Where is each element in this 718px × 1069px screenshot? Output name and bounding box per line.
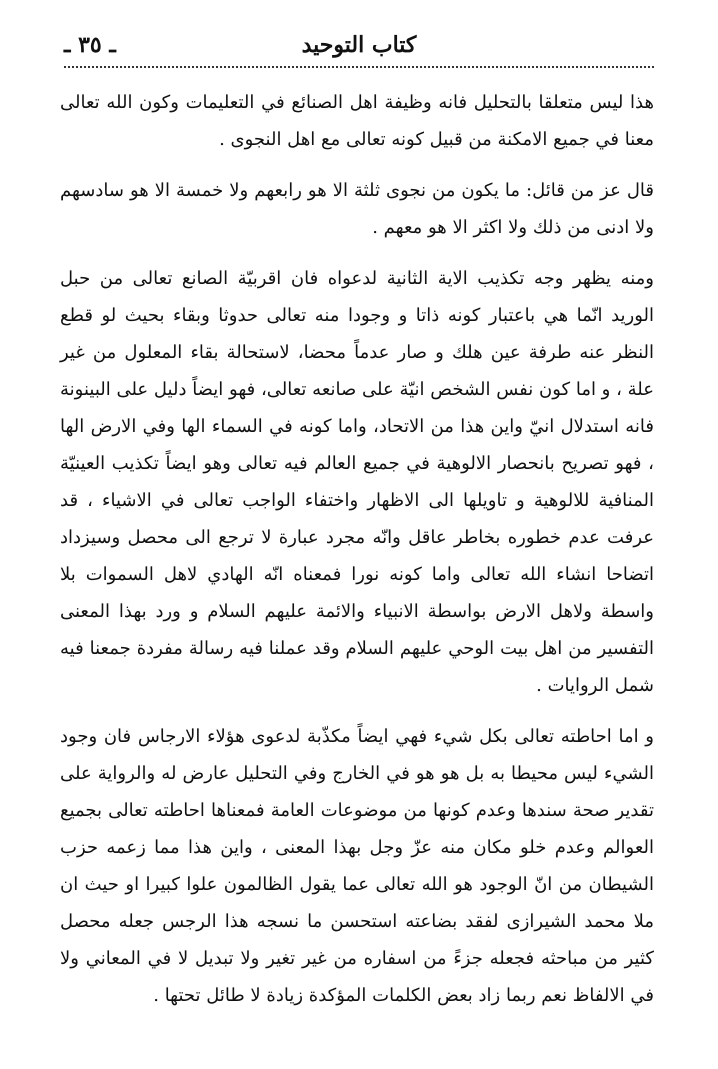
page-header xyxy=(64,28,654,62)
paragraph-quran-quote: قال عز من قائل: ما يكون من نجوى ثلثة الا هو رابعهم ولا خمسة الا هو سادسهم ولا ادنى من ذلك ولا اكثر الا هو معهم . xyxy=(60,180,654,238)
book-title: كتاب التوحيد xyxy=(301,32,417,58)
page-body xyxy=(60,84,654,1018)
paragraph-4: و اما احاطته تعالى بكل شيء فهي ايضاً مكذّبة لدعوى هؤلاء الارجاس فان وجود الشيء ليس محيطا به بل هو هو في الخارج وفي التحليل عارض له والرواية على تقدير صحة سندها وعدم كونها من موضوعات العامة فمعناها احاطته تعالى بجميع العوالم وعدم خلو مكان منه عزّ وجل بهذا المعنى ، واين هذا مما زعمه حزب الشيطان من انّ الوجود هو الله تعالى عما يقول الظالمون علوا كبيرا او حيث ان ملا محمد الشيرازى لفقد بضاعته استحسن ما نسجه هذا الرجس جعله محصل كثير من مباحثه فجعله جزءً من اسفاره من غير تغير ولا تبديل لا في المعاني ولا في الالفاظ نعم ربما زاد بعض الكلمات المؤكدة زيادة لا طائل تحتها . xyxy=(60,726,654,1006)
paragraph-3: ومنه يظهر وجه تكذيب الاية الثانية لدعواه فان اقربيّة الصانع تعالى من حبل الوريد انّما هي باعتبار كونه ذاتا و وجودا منه تعالى حدوثا وبقاء بحيث لو قطع النظر عنه طرفة عين هلك و صار عدماً محضا، لاستحالة بقاء المعلول من غير علة ، و اما كون نفس الشخص انيّة على صانعه تعالى، فهو ايضاً دليل على البينونة فانه استدلال انيّ واين هذا من الاتحاد، واما كونه في السماء الها وفي الارض الها ، فهو تصريح بانحصار الالوهية في جميع العالم فيه تعالى وهو ايضاً تكذيب العينيّة المنافية للالوهية و تاويلها الى الاظهار واختفاء الواجب تعالى في الاشياء ، قد عرفت عدم خطوره بخاطر عاقل وانّه مجرد عبارة لا ترجع الى محصل وسيزداد اتضاحا انشاء الله تعالى واما كونه نورا فمعناه انّه الهادي لاهل السموات بلا واسطة ولاهل الارض بواسطة الانبياء والائمة عليهم السلام و ورد بهذا المعنى التفسير من اهل بيت الوحي عليهم السلام وقد عملنا فيه رسالة مفردة جمعنا فيه شمل الروايات . xyxy=(60,268,655,696)
header-divider xyxy=(64,66,654,68)
paragraph-1: هذا ليس متعلقا بالتحليل فانه وظيفة اهل الصنائع في التعليمات وكون الله تعالى معنا في جميع الامكنة من قبيل كونه تعالى مع اهل النجوى . xyxy=(60,92,654,150)
page-number: ـ ٣٥ ـ xyxy=(64,32,116,58)
